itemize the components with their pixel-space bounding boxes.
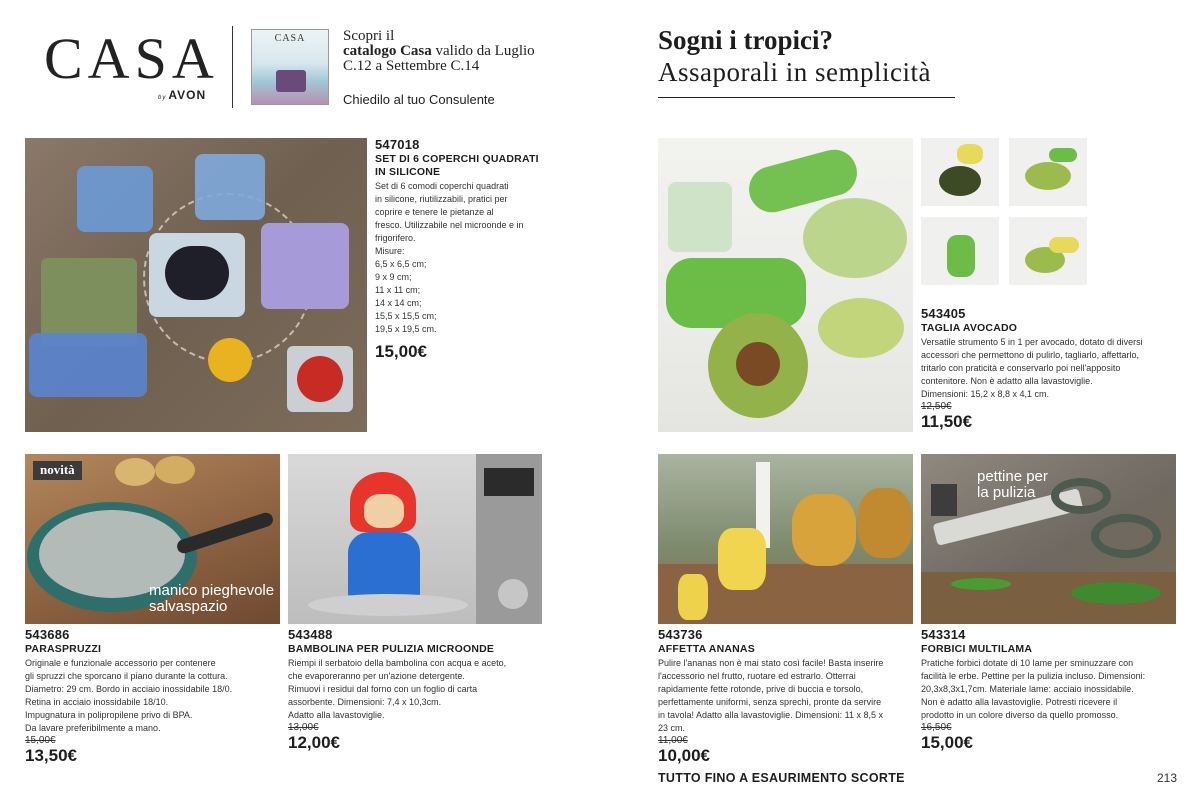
description-line: in tavola! Adatto alla lavastoviglie. Dimensioni: 11 x 8,5 x [658, 710, 883, 720]
description-line: Impugnatura in polipropilene privo di BPA. [25, 710, 193, 720]
caption-line: salvaspazio [149, 598, 228, 615]
description-line: 6,5 x 6,5 cm; [375, 259, 427, 269]
description-line: Diametro: 29 cm. Bordo in acciaio inossidabile 18/0. [25, 684, 233, 694]
caption-line: la pulizia [977, 484, 1036, 501]
product-description [375, 180, 555, 336]
product-description [921, 336, 1181, 401]
product-description [25, 657, 285, 735]
description-line: accessori che permettono di pulirlo, tagliarlo, affettarlo, [921, 350, 1139, 360]
product-543736 [658, 627, 918, 766]
product-543314 [921, 627, 1181, 753]
olives-shape [165, 246, 229, 300]
blue-lid-shape [195, 154, 265, 220]
tool-shape [947, 235, 975, 277]
product-code: 543488 [288, 627, 333, 642]
microwave-cleaner-photo [288, 454, 542, 624]
product-description [921, 657, 1181, 722]
page-number: 213 [1157, 771, 1178, 785]
product-name: SET DI 6 COPERCHI QUADRATI IN SILICONE [375, 153, 539, 178]
photo-caption [149, 583, 274, 615]
avocado-step-photo [1009, 138, 1087, 206]
tool-shape [957, 144, 983, 164]
product-old-price: 15,00€ [25, 735, 56, 746]
catalog-promo-text [343, 29, 543, 74]
description-line: Adatto alla lavastoviglie. [288, 710, 385, 720]
description-line: 20,3x8,3x1,7cm. Materiale lame: acciaio inossidabile. [921, 684, 1134, 694]
product-547018 [375, 137, 555, 362]
casa-logo: CASA [44, 26, 219, 91]
product-old-price: 12,50€ [921, 401, 952, 412]
avocado-in-bowl-shape [803, 198, 907, 278]
microwave-dial-shape [498, 579, 528, 609]
product-price: 11,50€ [921, 412, 973, 431]
product-name: TAGLIA AVOCADO [921, 322, 1018, 334]
description-line: Set di 6 comodi coperchi quadrati [375, 181, 509, 191]
avocado-step-photo [1009, 217, 1087, 285]
description-line: Retina in acciaio inossidabile 18/10. [25, 697, 169, 707]
description-line: 11 x 11 cm; [375, 285, 421, 295]
doll-body-shape [348, 532, 420, 600]
description-line: Misure: [375, 246, 405, 256]
pineapple-spiral-shape [718, 528, 766, 590]
description-line: 19,5 x 19,5 cm. [375, 324, 437, 334]
page-headline: Sogni i tropici? [658, 25, 834, 55]
potato-shape [115, 458, 155, 486]
avocado-tool-photo [658, 138, 913, 432]
description-line: contenitore. Non è adatto alla lavastoviglie. [921, 376, 1093, 386]
potato-shape [155, 456, 195, 484]
description-line: coprire e tenere le pietanze al [375, 207, 494, 217]
avocado-slices-shape [818, 298, 904, 358]
product-code: 543314 [921, 627, 966, 642]
product-543405 [921, 306, 1181, 432]
promo-line-2 [343, 44, 543, 59]
description-line: gli spruzzi che sporcano il piano durante la cottura. [25, 671, 228, 681]
product-price: 15,00€ [375, 342, 427, 361]
pepper-shape [208, 338, 252, 382]
description-line: l'accessorio nel frutto, ruotare ed estrarlo. Otterrai [658, 671, 856, 681]
pineapple-shape [858, 488, 912, 558]
description-line: Dimensioni: 15,2 x 8,8 x 4,1 cm. [921, 389, 1050, 399]
blue-lid-shape [77, 166, 153, 232]
promo-validity: valido da Luglio [435, 43, 535, 59]
description-line: che evaporeranno per un'azione detergente. [288, 671, 465, 681]
promo-line-1: Scopri il [343, 28, 395, 44]
handle-loop-shape [1091, 514, 1161, 558]
promo-line-3: C.12 a Settembre C.14 [343, 58, 480, 74]
stock-availability-note: TUTTO FINO A ESAURIMENTO SCORTE [658, 771, 905, 785]
product-code: 543686 [25, 627, 70, 642]
avon-label: AVON [168, 88, 207, 102]
pineapple-shape [792, 494, 856, 566]
product-price: 10,00€ [658, 746, 710, 765]
new-badge: novità [33, 461, 82, 480]
tool-shape [1049, 237, 1079, 253]
avocado-step-photo [921, 138, 999, 206]
description-line: Rimuovi i residui dal forno con un foglio di carta [288, 684, 478, 694]
avocado-shape [1025, 162, 1071, 190]
product-price: 12,00€ [288, 733, 340, 752]
catalog-cover-thumbnail [251, 29, 329, 105]
product-code: 547018 [375, 137, 420, 152]
photo-caption [977, 469, 1048, 501]
silicone-lids-photo [25, 138, 367, 432]
description-line: frigorifero. [375, 233, 416, 243]
promo-catalog-name: catalogo Casa [343, 43, 432, 59]
splatter-guard-photo [25, 454, 280, 624]
description-line: Non è adatto alla lavastoviglie. Potresti ricevere il [921, 697, 1118, 707]
description-line: prodotto in un colore diverso da quello promosso. [921, 710, 1119, 720]
tool-shape [1049, 148, 1077, 162]
product-code: 543736 [658, 627, 703, 642]
blue-lid-shape [29, 333, 147, 397]
herbs-shape [951, 578, 1011, 590]
product-description [288, 657, 548, 722]
product-name: FORBICI MULTILAMA [921, 643, 1033, 655]
description-line: Originale e funzionale accessorio per contenere [25, 658, 216, 668]
candle-shape [276, 70, 306, 92]
product-description [658, 657, 918, 735]
catalog-cover-title: CASA [274, 33, 306, 44]
description-line: fresco. Utilizzabile nel microonde e in [375, 220, 524, 230]
multi-blade-scissors-photo [921, 454, 1176, 624]
herbs-shape [1071, 582, 1161, 604]
description-line: tritarlo con praticità e conservarlo poi nell'apposito [921, 363, 1121, 373]
product-543686 [25, 627, 285, 766]
handle-loop-shape [1051, 478, 1111, 514]
description-line: perfettamente uniformi, senza sprechi, pronte da servire [658, 697, 882, 707]
ask-consultant-text: Chiedilo al tuo Consulente [343, 92, 495, 107]
description-line: rapidamente fette rotonde, prive di buccia e torsolo, [658, 684, 864, 694]
caption-line: manico pieghevole [149, 582, 275, 599]
product-name: AFFETTA ANANAS [658, 643, 755, 655]
by-label: by [158, 95, 167, 101]
header-divider [232, 26, 233, 108]
turntable-shape [308, 594, 468, 616]
headline-underline [658, 97, 955, 98]
cleaning-comb-shape [931, 484, 957, 516]
glass-with-avocado-shape [668, 182, 732, 252]
product-name: BAMBOLINA PER PULIZIA MICROONDE [288, 643, 495, 655]
description-line: Da lavare preferibilmente a mano. [25, 723, 161, 733]
caption-line: pettine per [977, 468, 1048, 485]
product-old-price: 13,00€ [288, 722, 319, 733]
avocado-shape [939, 166, 981, 196]
product-old-price: 11,00€ [658, 735, 688, 746]
pineapple-slicer-photo [658, 454, 913, 624]
description-line: 23 cm. [658, 723, 686, 733]
handle-shape [175, 511, 274, 555]
product-543488 [288, 627, 548, 753]
description-line: facilità le erbe. Pettine per la pulizia incluso. Dimensioni: [921, 671, 1146, 681]
avocado-step-photo [921, 217, 999, 285]
avon-sublogo [158, 88, 206, 102]
description-line: Versatile strumento 5 in 1 per avocado, dotato di diversi [921, 337, 1143, 347]
product-code: 543405 [921, 306, 966, 321]
product-price: 15,00€ [921, 733, 973, 752]
description-line: Riempi il serbatoio della bambolina con acqua e aceto, [288, 658, 507, 668]
avocado-pit-shape [736, 342, 780, 386]
description-line: 15,5 x 15,5 cm; [375, 311, 437, 321]
microwave-display-shape [484, 468, 534, 496]
description-line: assorbente. Dimensioni: 7,4 x 10,3cm. [288, 697, 442, 707]
description-line: 14 x 14 cm; [375, 298, 422, 308]
doll-face-shape [364, 494, 404, 528]
page-subheadline: Assaporali in semplicità [658, 57, 931, 87]
purple-lid-shape [261, 223, 349, 309]
description-line: in silicone, riutilizzabili, pratici per [375, 194, 508, 204]
description-line: Pratiche forbici dotate di 10 lame per sminuzzare con [921, 658, 1134, 668]
tomatoes-shape [297, 356, 343, 402]
product-old-price: 16,50€ [921, 722, 952, 733]
product-price: 13,50€ [25, 746, 77, 765]
description-line: Pulire l'ananas non è mai stato così facile! Basta inserire [658, 658, 884, 668]
pineapple-spiral-shape [678, 574, 708, 620]
description-line: 9 x 9 cm; [375, 272, 412, 282]
product-name: PARASPRUZZI [25, 643, 102, 655]
